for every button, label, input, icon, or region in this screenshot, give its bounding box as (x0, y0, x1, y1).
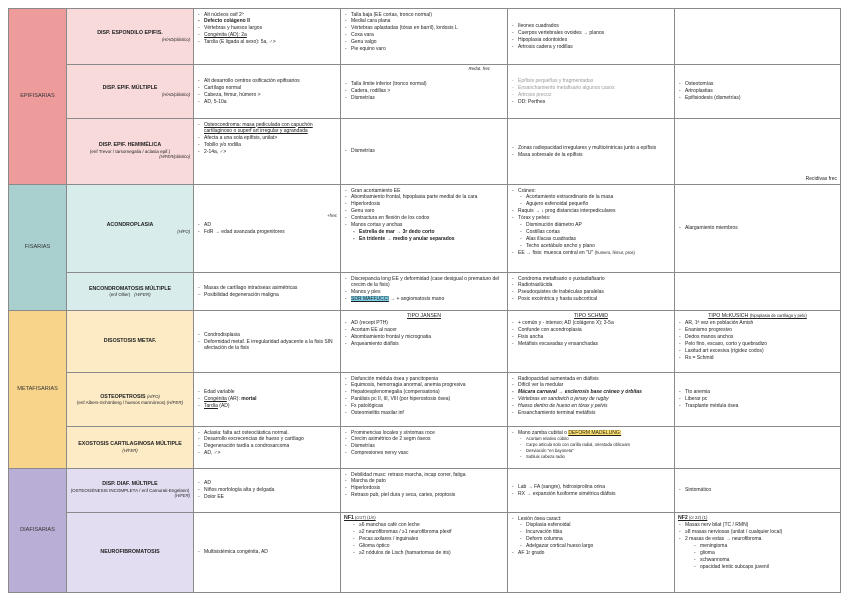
dysplasia-name: ENCONDROMATOSIS MÚLTIPLE (88, 285, 172, 292)
features-cell (194, 513, 341, 593)
list-item: - Genu varo (344, 208, 504, 214)
list-item: - Epífisis pequeñas y fragmentadas (511, 78, 671, 84)
list-item: - Retraso pub, piel dura y seca, caries, proptosis (344, 492, 504, 498)
name-cell (67, 427, 194, 469)
list-item: - Acortamiento extraordinario de la masa (511, 194, 671, 200)
name-cell (67, 513, 194, 593)
features-cell (194, 273, 341, 311)
inheritance-note: (H/FO) (177, 228, 190, 234)
dysplasia-name: OSTEOPETROSIS (100, 393, 146, 400)
list-item: - Condrodisplasia (197, 332, 337, 338)
list-item: - ≥2 nódulos de Lisch (hamartomas de iris) (344, 550, 504, 556)
name-cell (67, 9, 194, 65)
list-item: - Mácara carnaval → esclerosis base cráneo y órbitas (511, 389, 671, 395)
list-item: - Pelo fino, escaso, corto y quebradizo (678, 341, 837, 347)
list-item: - Medial cara plana (344, 18, 504, 24)
list-item: - Radiopacidad aumentada en diáfisis (511, 376, 671, 382)
row-disostosis-metafisaria (9, 311, 841, 373)
inheritance-note-2: (H/FER) (166, 399, 184, 405)
list-item: - Crecim asimétrico de 2 segm óseos (344, 436, 504, 442)
list-item: - Genu valgo (344, 39, 504, 45)
list-item: - Marcha de pato (344, 478, 504, 484)
features-cell (194, 185, 341, 273)
list-item: - Masas nerv bilat (TC / RMN) (678, 522, 837, 528)
radiology-cell (508, 311, 675, 373)
list-item: - Manos y pies (344, 289, 504, 295)
list-item: - Degeneración tardía a condrosarcoma (197, 443, 337, 449)
list-item: - Epifisiodesis (dismetrías) (678, 95, 837, 101)
maffucci-highlight: SDR MAFFUCCI (351, 295, 389, 302)
list-item: - Abombamiento frontal y micrognatia (344, 334, 504, 340)
nf1-header: NF1 (344, 515, 354, 521)
list-item: - Discrepancia long EE y deformidad (case desigual o prematuro del crecim de la fisis) (344, 276, 504, 289)
inheritance-note: (H/AD/plástico) (161, 36, 190, 42)
dysplasia-name: DISP. ESPONDILO EPIFIS. (97, 30, 163, 37)
type-schmid-header: TIPO SCHMID (573, 313, 608, 319)
list-item: - Talla baja (EE cortas, tronco normal) (344, 12, 504, 18)
list-item: - Alt desarrollo centros osificación epifisarios (197, 78, 337, 84)
list-item: - Multisistémica congénita, AD (197, 549, 337, 555)
recurrence-note: Recidivas frec (805, 175, 837, 182)
list-item: - Masa sobresale de la epífisis (511, 152, 671, 158)
list-item: - Tardía (E ligada al sexo): 5a, ♂> (197, 39, 337, 45)
list-item: - Artroplastias (678, 88, 837, 94)
list-item: - Displasia esfenoidal (511, 522, 671, 528)
list-item: - schwannoma (678, 557, 837, 563)
list-item: - AF 1r grado (511, 550, 671, 556)
treatment-cell (675, 469, 841, 513)
list-item: - Parálisis pc II, III, VIII (por hiperostosis ósea) (344, 396, 504, 402)
radiology-cell (508, 273, 675, 311)
list-item: - Artrosis precoz (511, 92, 671, 98)
list-item: - Lab → FA (sangre), hidroxiprolina orina (511, 484, 671, 490)
synonym-line (70, 400, 190, 406)
list-item: - Vértebras aplastadas (tórax en barril), lordosis L (344, 25, 504, 31)
name-cell (67, 273, 194, 311)
inheritance-note: (H/FER) (134, 291, 151, 297)
list-item: - Posic excéntrica y hasta subcortical (511, 296, 671, 302)
list-item: - Afecta a una sola epífisis, unilat> (197, 135, 337, 141)
list-item: - Lesión ósea caract: (511, 516, 671, 522)
nf2-header-line (678, 515, 837, 521)
list-item: - AD (197, 480, 337, 486)
name-cell (67, 65, 194, 119)
list-item: - Adelgazar cortical hueso largo (511, 543, 671, 549)
list-item: - Cabeza, fémur, húmero > (197, 92, 337, 98)
late-label: Tardía (204, 403, 218, 410)
maffucci-text: → + angiomatosis mano (388, 295, 445, 302)
list-item: - Costillas cortas (511, 229, 671, 235)
list-item: - Dolor EE (197, 494, 337, 500)
list-item: - Techo acetábulo ancho y plano (511, 243, 671, 249)
list-item: - Dismetrías (344, 95, 504, 101)
clinic-cell (341, 185, 508, 273)
list-item: - Dedos manos anchos (678, 334, 837, 340)
treatment-cell (675, 9, 841, 65)
list-item: - Edad variable (197, 389, 337, 395)
group-diafisarias: DIAFISARIAS (9, 469, 67, 593)
radiology-cell (508, 427, 675, 469)
list-item: - AD (recept PTH) (344, 320, 504, 326)
list-item: - Acortam relativo cúbito (511, 436, 671, 441)
nf1-header-line (344, 515, 504, 521)
list-item: - Dismetrías (344, 148, 504, 154)
inheritance-note: (H/FER) (122, 447, 138, 453)
list-item: - Posibilidad degeneración maligna (197, 292, 337, 298)
list-item: - Enanismo progresivo (678, 327, 837, 333)
late-text: (AD) (217, 403, 230, 410)
row-espondilo-epifisaria (9, 9, 841, 65)
radiology-cell (508, 65, 675, 119)
list-item: - Vértebras y huesos largos (197, 25, 337, 31)
list-item: - Liberar pc (678, 396, 837, 402)
list-item: - Aclasia: falta act osteoclástica normal. (197, 430, 337, 436)
treatment-cell (675, 273, 841, 311)
list-item: - Dismetrías (344, 443, 504, 449)
inheritance-note: (H/AD/plástico) (161, 91, 190, 97)
list-item: - Talla límite inferior (tronco normal) (344, 81, 504, 87)
list-item: - Gran acortamiento EE (344, 188, 504, 194)
list-item: - Coxa vara (344, 32, 504, 38)
congenital-label: Congénita (204, 396, 227, 403)
dysplasia-name: DISP. EPIF. MÚLTIPLE (102, 85, 158, 92)
list-item: - Incurvación tibia (511, 529, 671, 535)
list-item: - Tobillo y/o rodilla (197, 142, 337, 148)
list-item: - opacidad lentic subcaps juvenil (678, 564, 837, 570)
dysplasia-name: DISOSTOSIS METAF. (103, 338, 157, 345)
features-cell (194, 373, 341, 427)
list-item: - Deformidad metaf. E irregularidad adyacente a la fisis SIN afectación de la fisis (197, 339, 337, 352)
list-item: - ≥6 manchas café con leche (344, 522, 504, 528)
list-item: - Fx patológicas (344, 403, 504, 409)
features-cell (194, 427, 341, 469)
summary-table-sheet (8, 8, 840, 592)
list-item: - Debilidad musc: retraso marcha, incap correr, fatiga (344, 472, 504, 478)
list-item: - Defecto colágeno II (197, 18, 337, 24)
list-item: - AD (197, 222, 337, 228)
list-item: - Ileones cuadrados (511, 23, 671, 29)
row-osteopetrosis (9, 373, 841, 427)
group-metafisarias: METAFISARIAS (9, 311, 67, 469)
list-item: - Pie equino varo (344, 46, 504, 52)
list-item: - Hipoplasia odontoides (511, 37, 671, 43)
list-item: - RX → expansión fusiforme simétrica diáfisis (511, 491, 671, 497)
synonyms: (enf Ollier) (109, 291, 131, 297)
name-cell (67, 119, 194, 185)
list-item: - Condroma metafisario o yuxtadiafisario (511, 276, 671, 282)
dysplasia-name: NEUROFIBROMATOSIS (100, 549, 160, 556)
group-epifisarias: EPIFISARIAS (9, 9, 67, 185)
dysplasia-name: DISP. DIAF. MÚLTIPLE (102, 481, 158, 488)
dysplasia-name: DISP. EPIF. HEMIMÉLICA (98, 142, 162, 149)
list-item: - Vértebras en sandwich o jersey de rugby (511, 396, 671, 402)
list-item: - AR, 1ª vez en población Amish (678, 320, 837, 326)
inheritance-note: (H/FER/plástico) (159, 154, 190, 160)
list-item: - glioma (678, 550, 837, 556)
list-item: - Tórax y pelvis: (511, 215, 671, 221)
list-item (197, 396, 337, 402)
list-item: - Laxitud art excesiva (rígidez codos) (678, 348, 837, 354)
list-item: - Arqueamiento diáfisis (344, 341, 504, 347)
madelung-prefix: Mano zamba cubital o (518, 429, 569, 436)
list-item: - Prominencias locales y síntomas roce (344, 430, 504, 436)
list-item: - Sintomático (678, 487, 837, 493)
nf2-note: (cr 22) (1) (687, 515, 708, 520)
clinic-cell (341, 65, 508, 119)
list-item: - Cadera, rodillas > (344, 88, 504, 94)
list-item: - DD: Perthes (511, 99, 671, 105)
radiology-cell (508, 119, 675, 185)
list-item: - Hiperlordosis (344, 201, 504, 207)
list-item: - Alargamiento miembros (678, 225, 837, 231)
features-cell (194, 9, 341, 65)
list-item: - Niños morfología alta y delgada (197, 487, 337, 493)
list-item: - Cartílago normal (197, 85, 337, 91)
list-item: - Congénita (AD): 2a (197, 32, 337, 38)
growth-plate-text: EE → fisis: muesca central en "U" (518, 249, 594, 256)
nf1-note: (cr17) (1/n) (353, 515, 376, 520)
list-item: - AD, ♂> (197, 450, 337, 456)
radiology-cell (508, 469, 675, 513)
radiology-cell (508, 185, 675, 273)
name-cell (67, 373, 194, 427)
mckusich-header-line (678, 313, 837, 319)
name-line (70, 441, 190, 454)
list-item: - Acortam EE al nacer (344, 327, 504, 333)
row-encondromatosis (9, 273, 841, 311)
list-item: - Pseudoquistes de trabéculas paralelas (511, 289, 671, 295)
treatment-cell (675, 65, 841, 119)
list-item: - 2-14a, ♂> (197, 149, 337, 155)
list-item: - Alas ilíacas cuadradas (511, 236, 671, 242)
treatment-cell (675, 427, 841, 469)
list-item: - Trasplante médula ósea (678, 403, 837, 409)
type-mckusich-header: TIPO McKUSICH (708, 313, 749, 319)
clinic-cell (341, 9, 508, 65)
list-item: - Tto anemia (678, 389, 837, 395)
row-epifisaria-hemimelica (9, 119, 841, 185)
clinic-cell (341, 273, 508, 311)
bones-note: (humero, fémur, pros) (594, 249, 635, 255)
treatment-cell (675, 119, 841, 185)
clinic-cell (341, 427, 508, 469)
list-item: - Pecas axilares / inguinales (344, 536, 504, 542)
list-item: - Desviación "en bayoneta" (511, 448, 671, 453)
clinic-cell (341, 513, 508, 593)
group-fisarias: FISARIAS (9, 185, 67, 311)
treatment-cell (675, 513, 841, 593)
list-item: - Subluix cabeza radio (511, 454, 671, 459)
name-cell (67, 185, 194, 273)
list-item: - Compresiones nervy vasc (344, 450, 504, 456)
list-item: - FdR → edad avanzada progenitores (197, 229, 337, 235)
clinic-cell (341, 469, 508, 513)
list-item: - Desarrollo excrecencias de hueso y cartílago (197, 436, 337, 442)
treatment-cell (675, 185, 841, 273)
list-item: - Deform columna (511, 536, 671, 542)
list-item: - Metáfisis excavadas y ensanchadas (511, 341, 671, 347)
bone-dysplasia-table (8, 8, 841, 593)
list-item: - + común y - intenso; AD (colágeno X); 3-5a (511, 320, 671, 326)
list-item: - Osteomielitis maxilar inf (344, 410, 504, 416)
list-item: - Contractura en flexión de los codos (344, 215, 504, 221)
list-item: - AD, 5-10a (197, 99, 337, 105)
list-item: - 2 masas de estas → neurofibroma (678, 536, 837, 542)
list-item: - Osteotomías (678, 81, 837, 87)
list-item: - Alt núcleos osif 2º (197, 12, 337, 18)
frequency-note: +frec (327, 213, 337, 218)
list-item: - Carpo articula solo con carilla radial, orientada oblicuam (511, 442, 671, 447)
name-cell (67, 311, 194, 373)
treatment-cell (675, 373, 841, 427)
list-item: - Masas de cartílago intraóseas asimétricas (197, 285, 337, 291)
madelung-highlight: DEFORM MADELUNG: (568, 429, 622, 436)
radiology-cell (508, 373, 675, 427)
list-item: - ≥2 neurofibromas / ≥1 neurofibroma plexif (344, 529, 504, 535)
list-item: - Agujero esfenoidal pequeño (511, 201, 671, 207)
features-cell (194, 119, 341, 185)
radiology-cell (508, 513, 675, 593)
mortal-label: mortal (241, 396, 257, 403)
nf2-header: NF2 (678, 515, 688, 521)
row-neurofibromatosis (9, 513, 841, 593)
list-item: - Abombamiento frontal, hipoplasia parte medial de la cara (344, 194, 504, 200)
clinic-cell (341, 311, 508, 373)
list-item (511, 250, 671, 256)
dysplasia-name: ACONDROPLASIA (106, 222, 154, 229)
type-jansen-header: TIPO JANSEN (406, 313, 441, 319)
list-item: - Disfunción médula ósea y pancitopenia (344, 376, 504, 382)
radiology-cell (508, 9, 675, 65)
list-item: - Cuerpos vertebrales ovoides → planos (511, 30, 671, 36)
clinic-cell (341, 373, 508, 427)
list-item: - Disminución diámetro AP (511, 222, 671, 228)
row-exostosis-cartilaginosa (9, 427, 841, 469)
row-acondroplasia (9, 185, 841, 273)
list-item (197, 403, 337, 409)
list-item: - Estrella de mar → 3r dedo corto (344, 229, 504, 235)
list-item: - Raquis → ↓ prog distancias interpediculares (511, 208, 671, 214)
list-item: - Radiotraslúcida (511, 282, 671, 288)
row-epifisaria-multiple (9, 65, 841, 119)
list-item: - En tridente → medio y anular separados (344, 236, 504, 242)
list-item: - Osteocondroma: masa pediculada con capuchón cartilaginoso o superf art irregular y agrandada (197, 122, 337, 135)
margin-note: Redat. frec (468, 66, 490, 71)
list-item: - Hepatoesplenomegalia (compensatoria) (344, 389, 504, 395)
list-item (511, 430, 671, 436)
inheritance-note: (H/FO) (147, 393, 160, 399)
synonyms: (enf Albers-Schönberg / huesos marmóreos) (76, 399, 166, 405)
list-item: - Fisis ancha (511, 334, 671, 340)
list-item: - Ensanchamiento terminal metáfisis (511, 410, 671, 416)
list-item: - Difícil ver la medular (511, 382, 671, 388)
features-cell (194, 311, 341, 373)
synonyms: (enf Trevor / tarsomegalia / aclasia epif.) (89, 148, 171, 154)
list-item: - Manos cortas y anchas (344, 222, 504, 228)
list-item: - Hiperlordosis (344, 485, 504, 491)
list-item: - Artrosis cadera y rodillas (511, 44, 671, 50)
list-item: - Equimosis, hemorragia anormal, anemia progresiva (344, 382, 504, 388)
dysplasia-name: EXOSTOSIS CARTILAGINOSA MÚLTIPLE (78, 441, 182, 448)
inheritance-note: (H/FER) (174, 493, 190, 499)
list-item: - Confunde con acondroplasia (511, 327, 671, 333)
features-cell (194, 469, 341, 513)
synonyms: (OSTEOGÉNESIS INCOMPLETA / enf Camurati-Engelann) (70, 487, 190, 493)
list-item: - meningioma (678, 543, 837, 549)
list-item: - Rx = Schmid (678, 355, 837, 361)
list-item: - Glioma óptico (344, 543, 504, 549)
treatment-cell (675, 311, 841, 373)
list-item: - ≥8 masas nerviosas (unilat / cualquier local) (678, 529, 837, 535)
synonym-line (70, 292, 190, 298)
name-cell (67, 469, 194, 513)
clinic-cell (341, 119, 508, 185)
row-diafisaria-multiple (9, 469, 841, 513)
list-item: - Hueso dentro de hueso en tórax y pelvis (511, 403, 671, 409)
list-item: - Ensanchamiento metafisario algunos casos (511, 85, 671, 91)
list-item: - Cráneo: (511, 188, 671, 194)
mckusich-note: (hipoplasia de cartílago y pelo) (749, 313, 807, 318)
congenital-text: (AR): (226, 396, 242, 403)
list-item (344, 296, 504, 302)
list-item: - Zonas radiopacidad irregulares y multicéntricas junto a epífisis (511, 145, 671, 151)
